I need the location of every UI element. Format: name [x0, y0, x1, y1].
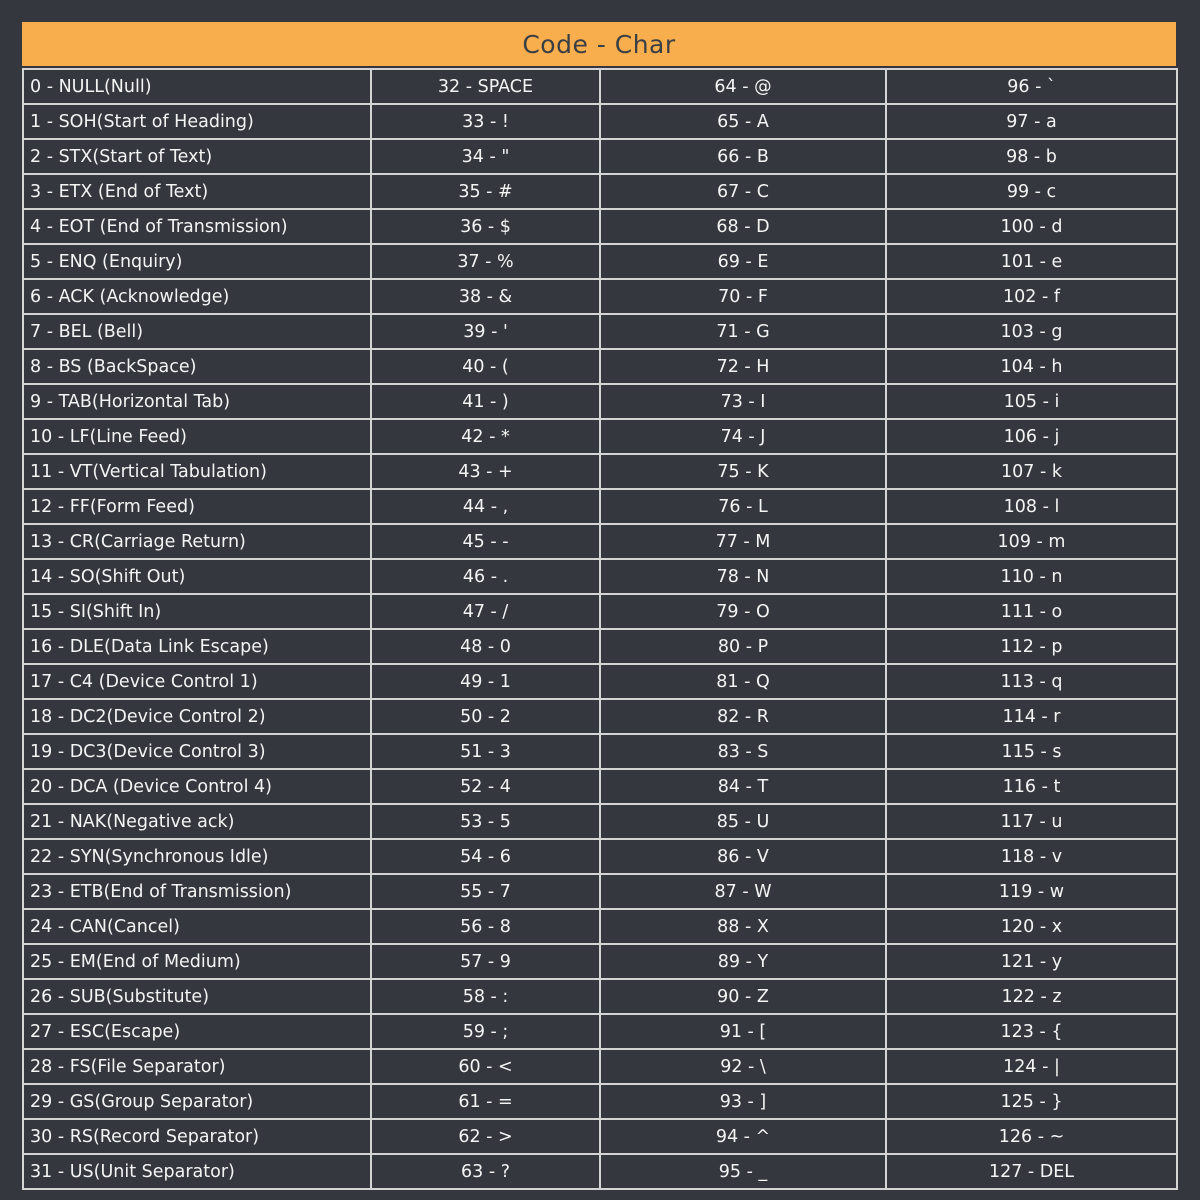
code-description-cell: 16 - DLE(Data Link Escape) — [23, 629, 371, 664]
code-description-cell: 17 - C4 (Device Control 1) — [23, 664, 371, 699]
code-char-cell: 50 - 2 — [371, 699, 600, 734]
code-char-cell: 96 - ` — [886, 69, 1177, 104]
table-row — [23, 349, 1177, 384]
code-char-cell: 80 - P — [600, 629, 886, 664]
table-row — [23, 804, 1177, 839]
code-char-cell: 71 - G — [600, 314, 886, 349]
table-row — [23, 839, 1177, 874]
code-char-cell: 121 - y — [886, 944, 1177, 979]
table-row — [23, 559, 1177, 594]
code-char-cell: 77 - M — [600, 524, 886, 559]
code-char-cell: 85 - U — [600, 804, 886, 839]
table-row — [23, 489, 1177, 524]
code-description-cell: 9 - TAB(Horizontal Tab) — [23, 384, 371, 419]
code-char-cell: 119 - w — [886, 874, 1177, 909]
code-char-cell: 44 - , — [371, 489, 600, 524]
table-row — [23, 174, 1177, 209]
code-description-cell: 4 - EOT (End of Transmission) — [23, 209, 371, 244]
code-char-cell: 116 - t — [886, 769, 1177, 804]
code-char-cell: 124 - | — [886, 1049, 1177, 1084]
code-char-cell: 102 - f — [886, 279, 1177, 314]
code-char-cell: 113 - q — [886, 664, 1177, 699]
table-row — [23, 1084, 1177, 1119]
code-char-cell: 87 - W — [600, 874, 886, 909]
code-description-cell: 8 - BS (BackSpace) — [23, 349, 371, 384]
code-char-cell: 95 - _ — [600, 1154, 886, 1189]
code-char-cell: 91 - [ — [600, 1014, 886, 1049]
code-char-cell: 59 - ; — [371, 1014, 600, 1049]
code-char-cell: 33 - ! — [371, 104, 600, 139]
code-description-cell: 1 - SOH(Start of Heading) — [23, 104, 371, 139]
code-description-cell: 14 - SO(Shift Out) — [23, 559, 371, 594]
code-char-cell: 36 - $ — [371, 209, 600, 244]
code-char-cell: 79 - O — [600, 594, 886, 629]
table-row — [23, 244, 1177, 279]
code-description-cell: 15 - SI(Shift In) — [23, 594, 371, 629]
code-char-cell: 38 - & — [371, 279, 600, 314]
code-description-cell: 25 - EM(End of Medium) — [23, 944, 371, 979]
code-description-cell: 19 - DC3(Device Control 3) — [23, 734, 371, 769]
table-row — [23, 1014, 1177, 1049]
code-char-cell: 76 - L — [600, 489, 886, 524]
code-char-cell: 90 - Z — [600, 979, 886, 1014]
table-row — [23, 1049, 1177, 1084]
table-row — [23, 734, 1177, 769]
table-row — [23, 524, 1177, 559]
code-description-cell: 30 - RS(Record Separator) — [23, 1119, 371, 1154]
code-description-cell: 3 - ETX (End of Text) — [23, 174, 371, 209]
code-description-cell: 18 - DC2(Device Control 2) — [23, 699, 371, 734]
code-char-cell: 111 - o — [886, 594, 1177, 629]
code-description-cell: 24 - CAN(Cancel) — [23, 909, 371, 944]
code-char-cell: 69 - E — [600, 244, 886, 279]
code-char-cell: 37 - % — [371, 244, 600, 279]
code-char-cell: 99 - c — [886, 174, 1177, 209]
code-description-cell: 10 - LF(Line Feed) — [23, 419, 371, 454]
code-char-cell: 92 - \ — [600, 1049, 886, 1084]
code-description-cell: 26 - SUB(Substitute) — [23, 979, 371, 1014]
code-char-cell: 107 - k — [886, 454, 1177, 489]
code-char-cell: 114 - r — [886, 699, 1177, 734]
code-char-cell: 86 - V — [600, 839, 886, 874]
code-char-cell: 127 - DEL — [886, 1154, 1177, 1189]
table-body — [23, 69, 1177, 1189]
code-char-cell: 52 - 4 — [371, 769, 600, 804]
code-description-cell: 2 - STX(Start of Text) — [23, 139, 371, 174]
code-char-cell: 82 - R — [600, 699, 886, 734]
code-char-cell: 117 - u — [886, 804, 1177, 839]
code-description-cell: 28 - FS(File Separator) — [23, 1049, 371, 1084]
code-description-cell: 21 - NAK(Negative ack) — [23, 804, 371, 839]
table-row — [23, 769, 1177, 804]
code-description-cell: 13 - CR(Carriage Return) — [23, 524, 371, 559]
code-description-cell: 23 - ETB(End of Transmission) — [23, 874, 371, 909]
table-row — [23, 104, 1177, 139]
code-char-cell: 45 - - — [371, 524, 600, 559]
code-char-cell: 94 - ^ — [600, 1119, 886, 1154]
code-description-cell: 12 - FF(Form Feed) — [23, 489, 371, 524]
table-row — [23, 699, 1177, 734]
table-row — [23, 314, 1177, 349]
code-char-cell: 123 - { — [886, 1014, 1177, 1049]
code-char-cell: 48 - 0 — [371, 629, 600, 664]
code-char-cell: 35 - # — [371, 174, 600, 209]
code-char-cell: 118 - v — [886, 839, 1177, 874]
code-char-cell: 112 - p — [886, 629, 1177, 664]
code-char-cell: 74 - J — [600, 419, 886, 454]
code-char-cell: 63 - ? — [371, 1154, 600, 1189]
code-char-cell: 73 - I — [600, 384, 886, 419]
code-description-cell: 31 - US(Unit Separator) — [23, 1154, 371, 1189]
code-char-table — [22, 68, 1178, 1190]
code-char-cell: 122 - z — [886, 979, 1177, 1014]
code-char-cell: 88 - X — [600, 909, 886, 944]
table-row — [23, 979, 1177, 1014]
code-char-cell: 42 - * — [371, 419, 600, 454]
table-row — [23, 419, 1177, 454]
code-char-cell: 75 - K — [600, 454, 886, 489]
code-char-cell: 84 - T — [600, 769, 886, 804]
code-char-cell: 62 - > — [371, 1119, 600, 1154]
code-char-cell: 125 - } — [886, 1084, 1177, 1119]
code-char-cell: 81 - Q — [600, 664, 886, 699]
code-description-cell: 22 - SYN(Synchronous Idle) — [23, 839, 371, 874]
code-char-cell: 100 - d — [886, 209, 1177, 244]
code-char-cell: 34 - " — [371, 139, 600, 174]
table-row — [23, 209, 1177, 244]
table-row — [23, 629, 1177, 664]
code-char-cell: 60 - < — [371, 1049, 600, 1084]
table-row — [23, 139, 1177, 174]
code-char-cell: 47 - / — [371, 594, 600, 629]
code-description-cell: 5 - ENQ (Enquiry) — [23, 244, 371, 279]
code-char-cell: 55 - 7 — [371, 874, 600, 909]
code-char-cell: 67 - C — [600, 174, 886, 209]
code-char-cell: 65 - A — [600, 104, 886, 139]
code-char-cell: 108 - l — [886, 489, 1177, 524]
table-row — [23, 874, 1177, 909]
table-row — [23, 384, 1177, 419]
code-char-cell: 104 - h — [886, 349, 1177, 384]
code-char-cell: 40 - ( — [371, 349, 600, 384]
code-char-cell: 115 - s — [886, 734, 1177, 769]
table-title: Code - Char — [22, 22, 1176, 66]
code-char-cell: 56 - 8 — [371, 909, 600, 944]
code-description-cell: 0 - NULL(Null) — [23, 69, 371, 104]
table-row — [23, 909, 1177, 944]
code-char-cell: 105 - i — [886, 384, 1177, 419]
code-char-cell: 89 - Y — [600, 944, 886, 979]
code-char-cell: 51 - 3 — [371, 734, 600, 769]
table-row — [23, 454, 1177, 489]
code-char-cell: 64 - @ — [600, 69, 886, 104]
table-row — [23, 1154, 1177, 1189]
code-char-cell: 126 - ~ — [886, 1119, 1177, 1154]
table-row — [23, 664, 1177, 699]
table-row — [23, 1119, 1177, 1154]
code-char-cell: 106 - j — [886, 419, 1177, 454]
code-char-cell: 43 - + — [371, 454, 600, 489]
code-char-cell: 39 - ' — [371, 314, 600, 349]
table-row — [23, 69, 1177, 104]
code-description-cell: 11 - VT(Vertical Tabulation) — [23, 454, 371, 489]
code-char-cell: 49 - 1 — [371, 664, 600, 699]
code-char-cell: 32 - SPACE — [371, 69, 600, 104]
code-char-cell: 57 - 9 — [371, 944, 600, 979]
code-char-cell: 61 - = — [371, 1084, 600, 1119]
code-char-cell: 54 - 6 — [371, 839, 600, 874]
table-row — [23, 594, 1177, 629]
code-char-cell: 66 - B — [600, 139, 886, 174]
code-char-cell: 97 - a — [886, 104, 1177, 139]
table-row — [23, 944, 1177, 979]
code-description-cell: 7 - BEL (Bell) — [23, 314, 371, 349]
code-char-cell: 53 - 5 — [371, 804, 600, 839]
code-char-cell: 70 - F — [600, 279, 886, 314]
code-description-cell: 6 - ACK (Acknowledge) — [23, 279, 371, 314]
code-char-cell: 110 - n — [886, 559, 1177, 594]
code-char-cell: 98 - b — [886, 139, 1177, 174]
code-description-cell: 29 - GS(Group Separator) — [23, 1084, 371, 1119]
code-char-cell: 46 - . — [371, 559, 600, 594]
code-char-cell: 68 - D — [600, 209, 886, 244]
code-char-cell: 58 - : — [371, 979, 600, 1014]
code-char-cell: 93 - ] — [600, 1084, 886, 1119]
code-char-cell: 78 - N — [600, 559, 886, 594]
code-char-cell: 120 - x — [886, 909, 1177, 944]
code-char-cell: 83 - S — [600, 734, 886, 769]
code-char-cell: 103 - g — [886, 314, 1177, 349]
code-char-cell: 101 - e — [886, 244, 1177, 279]
code-char-cell: 72 - H — [600, 349, 886, 384]
code-description-cell: 27 - ESC(Escape) — [23, 1014, 371, 1049]
table-row — [23, 279, 1177, 314]
code-char-cell: 109 - m — [886, 524, 1177, 559]
code-description-cell: 20 - DCA (Device Control 4) — [23, 769, 371, 804]
code-char-cell: 41 - ) — [371, 384, 600, 419]
